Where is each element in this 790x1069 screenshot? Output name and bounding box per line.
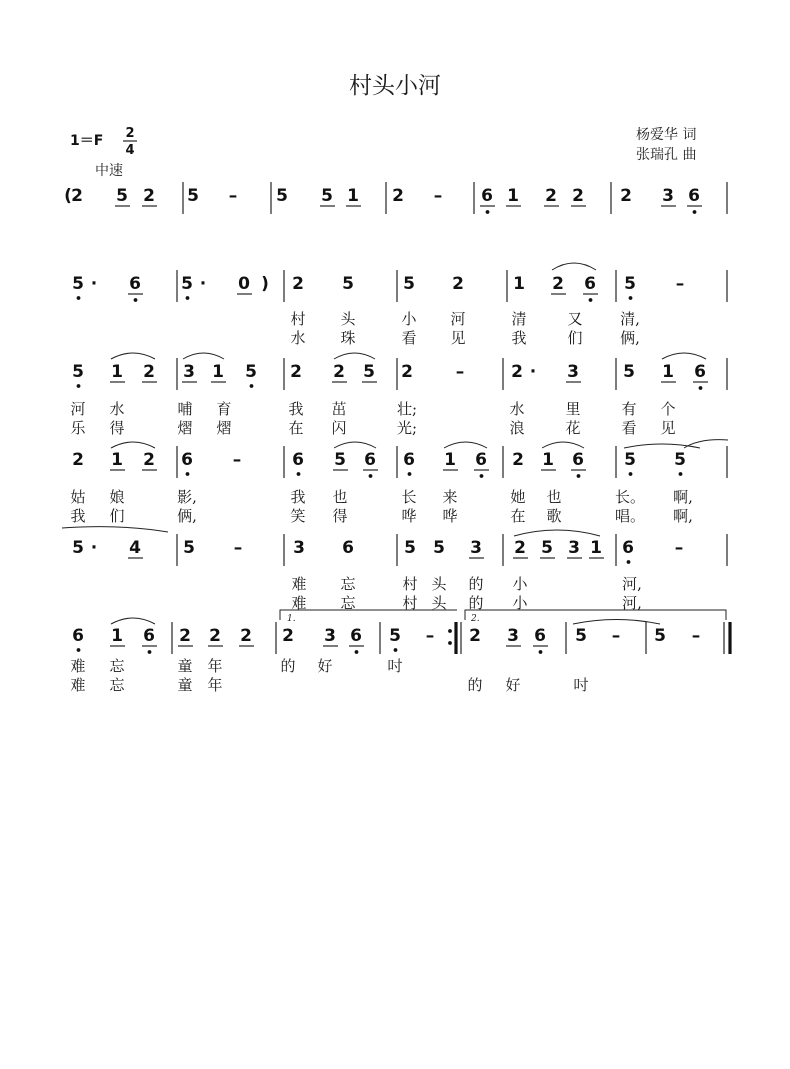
lyric-syllable: 歌 — [546, 507, 562, 525]
octave-dot — [186, 472, 190, 476]
lyric-syllable: 乐 — [70, 419, 86, 437]
lyric-syllable: 忘 — [109, 657, 125, 675]
time-signature-bottom: 4 — [125, 143, 135, 158]
jianpu-note: 1 — [111, 626, 123, 646]
volta-2-bracket — [465, 610, 726, 620]
notation-staff — [62, 182, 730, 694]
jianpu-note: 5 — [181, 274, 193, 294]
slur — [334, 353, 375, 359]
repeat-open-paren: ( — [64, 186, 72, 206]
lyric-syllable: 长 — [401, 488, 417, 506]
jianpu-note: 3 — [470, 538, 482, 558]
lyric-syllable: 光; — [396, 419, 418, 437]
jianpu-note: 2 — [292, 274, 304, 294]
jianpu-note: 3 — [324, 626, 336, 646]
jianpu-note: 3 — [183, 362, 195, 382]
jianpu-note: 6 — [292, 450, 304, 470]
jianpu-note: 5 — [389, 626, 401, 646]
jianpu-note: 5 — [363, 362, 375, 382]
jianpu-note: 5 — [624, 450, 636, 470]
jianpu-note: 6 — [481, 186, 493, 206]
lyric-syllable: 笑 — [290, 507, 306, 525]
repeat-close-paren: ) — [261, 274, 269, 294]
slur — [444, 442, 487, 448]
jianpu-note: 6 — [584, 274, 596, 294]
slur — [662, 353, 706, 359]
jianpu-note: 5 — [321, 186, 333, 206]
jianpu-note: 2 — [620, 186, 632, 206]
lyric-syllable: 难 — [291, 575, 307, 593]
jianpu-note: 5 — [403, 274, 415, 294]
jianpu-note: 2 — [401, 362, 413, 382]
octave-dot — [699, 386, 703, 390]
lyric-syllable: 清, — [620, 310, 640, 328]
lyric-syllable: 年 — [207, 657, 223, 675]
lyric-syllable: 河 — [70, 400, 86, 418]
jianpu-note: 5 — [334, 450, 346, 470]
jianpu-note: 2 — [512, 450, 524, 470]
lyric-syllable: 村 — [402, 594, 418, 612]
jianpu-note: 2 — [511, 362, 523, 382]
jianpu-note: 1 — [111, 362, 123, 382]
lyric-syllable: 壮; — [396, 400, 418, 418]
lyric-syllable: 姑 — [70, 488, 86, 506]
jianpu-note: 6 — [181, 450, 193, 470]
jianpu-note: 2 — [552, 274, 564, 294]
lyric-syllable: 我 — [288, 400, 304, 418]
lyric-syllable: 难 — [70, 676, 86, 694]
lyric-syllable: 花 — [565, 419, 581, 437]
key-signature: 1＝F — [70, 133, 104, 149]
jianpu-note: – — [674, 538, 684, 558]
lyric-syllable: 清 — [511, 310, 527, 328]
lyric-syllable: 她 — [510, 488, 526, 506]
jianpu-note: 5 — [541, 538, 553, 558]
lyric-syllable: 的 — [467, 676, 483, 694]
jianpu-note: 3 — [507, 626, 519, 646]
jianpu-note: 1 — [347, 186, 359, 206]
lyric-syllable: 珠 — [340, 329, 356, 347]
lyric-syllable: 河, — [622, 575, 642, 593]
lyric-syllable: 河, — [622, 594, 642, 612]
volta-1-label: 1. — [287, 614, 296, 624]
jianpu-note: – — [611, 626, 621, 646]
jianpu-note: 6 — [403, 450, 415, 470]
lyric-syllable: 头 — [431, 594, 447, 612]
octave-dot — [355, 650, 359, 654]
lyric-syllable: 水 — [509, 400, 525, 418]
tempo-marking: 中速 — [95, 163, 123, 179]
jianpu-note: 2 — [452, 274, 464, 294]
jianpu-note: 2 — [143, 362, 155, 382]
slur — [334, 442, 376, 448]
lyric-syllable: 吋 — [573, 676, 589, 694]
lyric-syllable: 影, — [177, 488, 197, 506]
slur — [542, 442, 584, 448]
slur — [573, 620, 660, 625]
jianpu-note: 1 — [542, 450, 554, 470]
lyric-syllable: 童 — [177, 657, 193, 675]
lyric-syllable: 好 — [505, 676, 521, 694]
volta-2-label: 2. — [471, 614, 480, 624]
lyric-syllable: 吋 — [387, 657, 403, 675]
jianpu-note: 2 — [179, 626, 191, 646]
jianpu-note: 6 — [143, 626, 155, 646]
jianpu-note: 2 — [333, 362, 345, 382]
jianpu-note: 5 — [624, 274, 636, 294]
augmentation-dot: · — [90, 274, 98, 294]
octave-dot — [693, 210, 697, 214]
lyric-syllable: 们 — [567, 329, 583, 347]
jianpu-note: 1 — [111, 450, 123, 470]
lyric-syllable: 我 — [290, 488, 306, 506]
lyric-syllable: 小 — [512, 575, 528, 593]
lyric-syllable: 娘 — [109, 488, 125, 506]
jianpu-note: 3 — [293, 538, 305, 558]
jianpu-note: 6 — [475, 450, 487, 470]
octave-dot — [627, 560, 631, 564]
lyric-syllable: 看 — [621, 419, 637, 437]
jianpu-note: 3 — [568, 538, 580, 558]
lyric-syllable: 童 — [177, 676, 193, 694]
lyric-syllable: 哺 — [177, 400, 193, 418]
lyric-syllable: 见 — [450, 329, 466, 347]
lyric-syllable: 们 — [109, 507, 125, 525]
octave-dot — [394, 648, 398, 652]
lyric-syllable: 又 — [567, 310, 583, 328]
augmentation-dot: · — [529, 362, 537, 382]
octave-dot — [629, 472, 633, 476]
lyric-syllable: 难 — [291, 594, 307, 612]
lyric-syllable: 难 — [70, 657, 86, 675]
jianpu-note: 2 — [209, 626, 221, 646]
augmentation-dot: · — [90, 538, 98, 558]
lyricist-credit: 杨爱华 词 — [636, 127, 697, 143]
jianpu-note: 2 — [71, 186, 83, 206]
jianpu-note: 5 — [183, 538, 195, 558]
jianpu-note: 1 — [662, 362, 674, 382]
jianpu-note: 5 — [342, 274, 354, 294]
jianpu-note: 4 — [129, 538, 141, 558]
lyric-syllable: 村 — [290, 310, 306, 328]
jianpu-note: 1 — [513, 274, 525, 294]
lyric-syllable: 在 — [510, 507, 526, 525]
lyric-syllable: 茁 — [331, 400, 347, 418]
lyric-syllable: 水 — [290, 329, 306, 347]
lyric-syllable: 河 — [450, 310, 466, 328]
jianpu-note: 1 — [590, 538, 602, 558]
jianpu-note: – — [433, 186, 443, 206]
lyric-syllable: 忘 — [109, 676, 125, 694]
octave-dot — [148, 650, 152, 654]
octave-dot — [480, 474, 484, 478]
lyric-syllable: 闪 — [331, 419, 347, 437]
octave-dot — [589, 298, 593, 302]
augmentation-dot: · — [199, 274, 207, 294]
lyric-syllable: 来 — [442, 488, 458, 506]
lyric-syllable: 水 — [109, 400, 125, 418]
octave-dot — [77, 296, 81, 300]
jianpu-note: 2 — [545, 186, 557, 206]
lyric-syllable: 村 — [402, 575, 418, 593]
repeat-dot — [448, 641, 452, 645]
lyric-syllable: 忘 — [340, 575, 356, 593]
jianpu-note: – — [228, 186, 238, 206]
jianpu-note: 6 — [694, 362, 706, 382]
lyric-syllable: 小 — [401, 310, 417, 328]
jianpu-note: 5 — [276, 186, 288, 206]
jianpu-note: 1 — [212, 362, 224, 382]
jianpu-note: 6 — [688, 186, 700, 206]
jianpu-note: 6 — [350, 626, 362, 646]
jianpu-note: – — [691, 626, 701, 646]
time-signature-top: 2 — [125, 126, 135, 141]
jianpu-note: – — [675, 274, 685, 294]
slur — [111, 353, 155, 359]
jianpu-note: – — [425, 626, 435, 646]
lyric-syllable: 个 — [660, 400, 676, 418]
song-title: 村头小河 — [349, 73, 441, 99]
lyric-syllable: 得 — [332, 507, 348, 525]
lyric-syllable: 看 — [401, 329, 417, 347]
jianpu-note: 5 — [433, 538, 445, 558]
octave-dot — [679, 472, 683, 476]
lyric-syllable: 育 — [216, 400, 232, 418]
lyric-syllable: 年 — [207, 676, 223, 694]
octave-dot — [486, 210, 490, 214]
jianpu-note: 6 — [129, 274, 141, 294]
lyric-syllable: 有 — [621, 400, 637, 418]
jianpu-note: 3 — [567, 362, 579, 382]
octave-dot — [539, 650, 543, 654]
lyric-syllable: 在 — [288, 419, 304, 437]
jianpu-note: 2 — [392, 186, 404, 206]
jianpu-note: 6 — [534, 626, 546, 646]
jianpu-note: 2 — [282, 626, 294, 646]
lyric-syllable: 熠 — [177, 419, 193, 437]
volta-1-bracket — [280, 610, 457, 620]
octave-dot — [369, 474, 373, 478]
jianpu-note: 5 — [72, 274, 84, 294]
octave-dot — [577, 474, 581, 478]
composer-credit: 张瑞孔 曲 — [636, 147, 697, 163]
jianpu-note: 1 — [444, 450, 456, 470]
lyric-syllable: 忘 — [340, 594, 356, 612]
lyric-syllable: 得 — [109, 419, 125, 437]
jianpu-note: 6 — [364, 450, 376, 470]
lyric-syllable: 的 — [280, 657, 296, 675]
lyric-syllable: 唱。 — [614, 507, 646, 525]
jianpu-note: 5 — [116, 186, 128, 206]
lyric-syllable: 哗 — [442, 507, 458, 525]
lyric-syllable: 浪 — [509, 419, 525, 437]
jianpu-note: 5 — [72, 362, 84, 382]
jianpu-note: 5 — [187, 186, 199, 206]
jianpu-note: 5 — [623, 362, 635, 382]
jianpu-note: 2 — [240, 626, 252, 646]
jianpu-note: 2 — [572, 186, 584, 206]
jianpu-note: 5 — [72, 538, 84, 558]
jianpu-note: 1 — [507, 186, 519, 206]
jianpu-note: 5 — [575, 626, 587, 646]
lyric-syllable: 的 — [468, 575, 484, 593]
lyric-syllable: 头 — [431, 575, 447, 593]
jianpu-note: 0 — [238, 274, 250, 294]
lyric-syllable: 啊, — [673, 488, 693, 506]
jianpu-note: 2 — [469, 626, 481, 646]
jianpu-note: 5 — [245, 362, 257, 382]
jianpu-note: 2 — [72, 450, 84, 470]
lyric-syllable: 小 — [512, 594, 528, 612]
repeat-dot — [448, 629, 452, 633]
lyric-syllable: 里 — [565, 400, 581, 418]
lyric-syllable: 我 — [70, 507, 86, 525]
jianpu-note: 5 — [654, 626, 666, 646]
octave-dot — [297, 472, 301, 476]
slur — [111, 442, 155, 448]
octave-dot — [629, 296, 633, 300]
lyric-syllable: 俩, — [620, 329, 640, 347]
jianpu-note: – — [232, 450, 242, 470]
lyric-syllable: 也 — [332, 488, 348, 506]
jianpu-note: 2 — [514, 538, 526, 558]
octave-dot — [186, 296, 190, 300]
lyric-syllable: 好 — [317, 657, 333, 675]
octave-dot — [134, 298, 138, 302]
jianpu-note: – — [455, 362, 465, 382]
octave-dot — [77, 648, 81, 652]
jianpu-note: – — [233, 538, 243, 558]
lyric-syllable: 见 — [660, 419, 676, 437]
octave-dot — [250, 384, 254, 388]
jianpu-note: 5 — [674, 450, 686, 470]
jianpu-note: 5 — [404, 538, 416, 558]
lyric-syllable: 长。 — [614, 488, 646, 506]
lyric-syllable: 头 — [340, 310, 356, 328]
jianpu-note: 6 — [572, 450, 584, 470]
lyric-syllable: 也 — [546, 488, 562, 506]
jianpu-note: 6 — [72, 626, 84, 646]
slur — [183, 353, 224, 359]
jianpu-note: 2 — [143, 450, 155, 470]
octave-dot — [77, 384, 81, 388]
jianpu-note: 6 — [622, 538, 634, 558]
jianpu-note: 2 — [290, 362, 302, 382]
jianpu-note: 2 — [143, 186, 155, 206]
slur — [514, 530, 600, 536]
tie-end — [62, 527, 168, 532]
lyric-syllable: 的 — [468, 594, 484, 612]
lyric-syllable: 啊, — [673, 507, 693, 525]
octave-dot — [408, 472, 412, 476]
slur — [552, 263, 596, 270]
jianpu-note: 6 — [342, 538, 354, 558]
slur — [111, 618, 155, 624]
lyric-syllable: 哗 — [401, 507, 417, 525]
jianpu-note: 3 — [662, 186, 674, 206]
lyric-syllable: 熠 — [216, 419, 232, 437]
lyric-syllable: 我 — [511, 329, 527, 347]
lyric-syllable: 俩, — [177, 507, 197, 525]
